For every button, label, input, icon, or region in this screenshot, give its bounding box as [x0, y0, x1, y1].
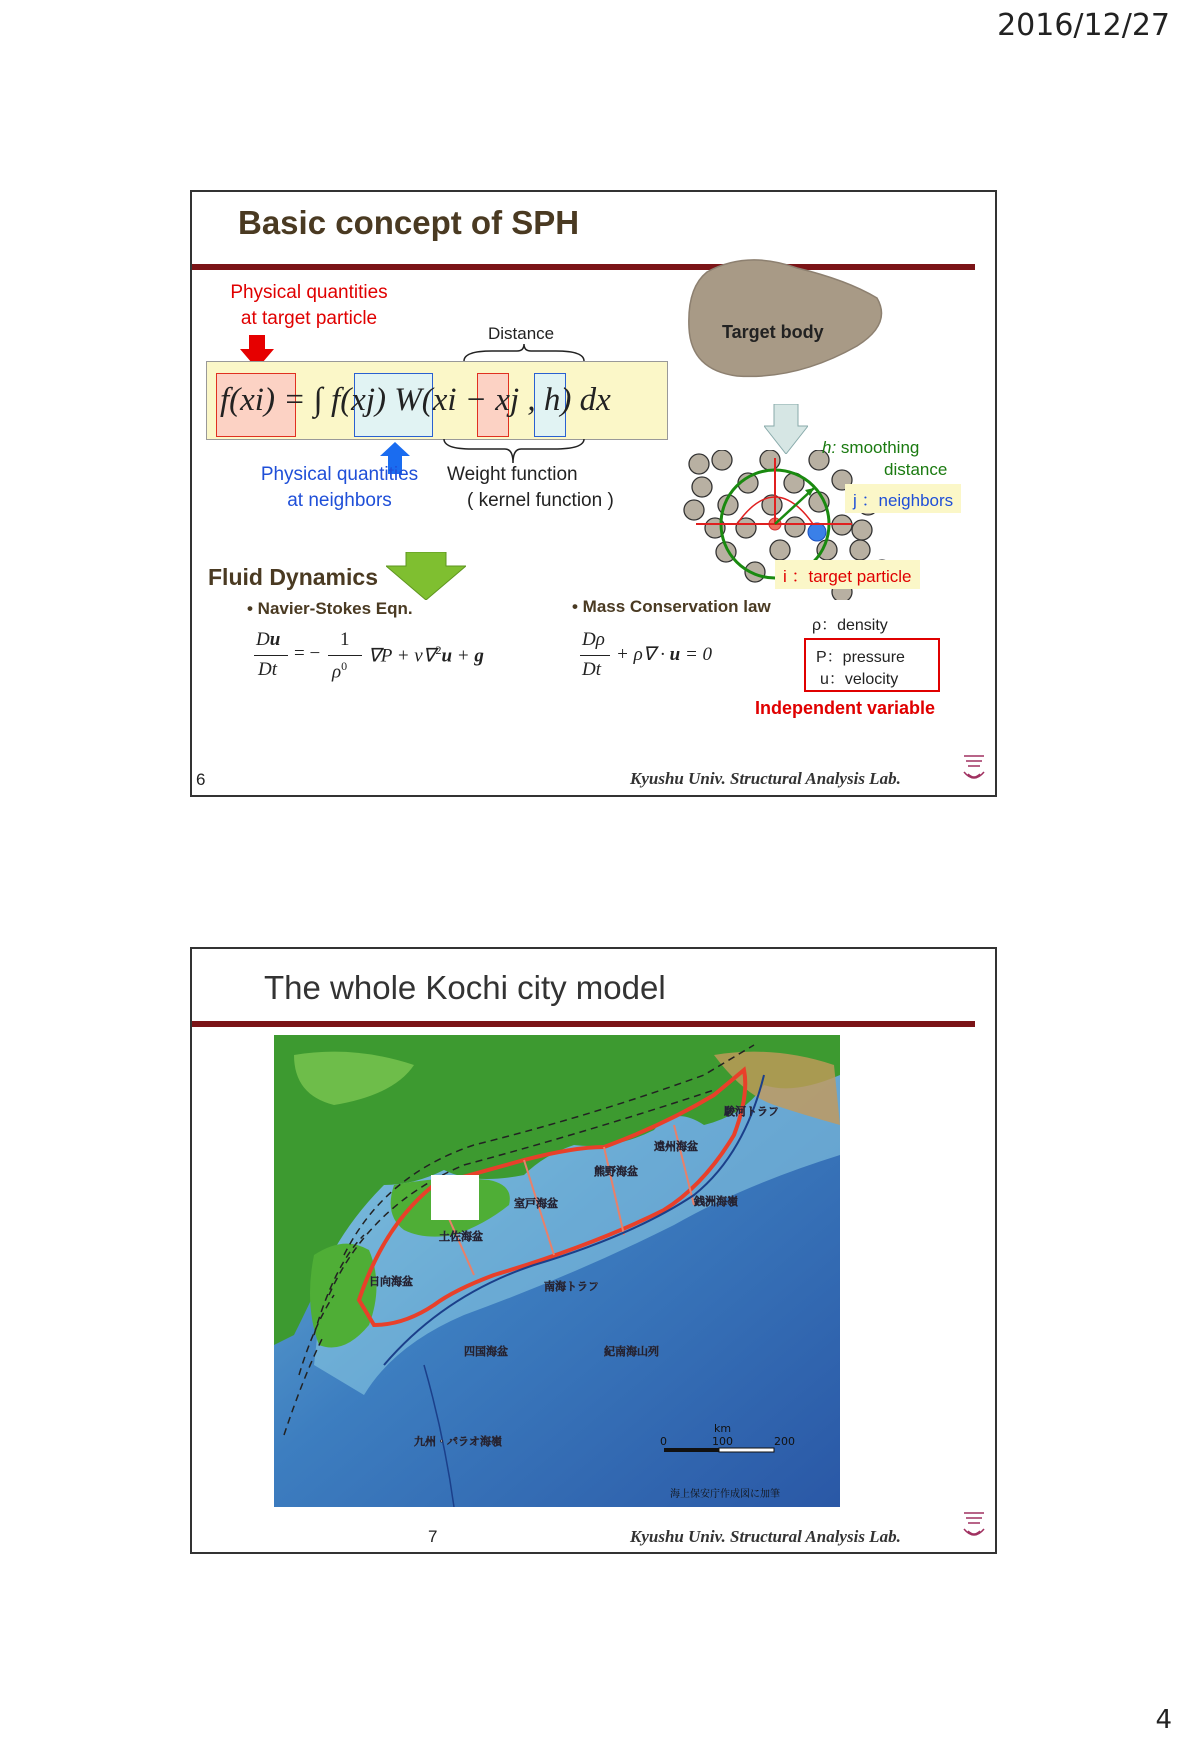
slide-sph-concept: [190, 190, 997, 797]
independent-variable-label: Independent variable: [752, 698, 938, 719]
distance-brace-icon: [462, 343, 587, 363]
map-scale-tick: 100: [712, 1435, 733, 1448]
mass-conservation-equation: Dρ Dt + ρ∇ · u = 0: [582, 629, 713, 680]
smoothing-h: h:: [822, 438, 837, 457]
map-scale-tick: 200: [774, 1435, 795, 1448]
pressure-label: P：pressure: [816, 649, 905, 666]
distance-label: Distance: [488, 324, 555, 343]
weight-function-line2: ( kernel function ): [467, 490, 614, 511]
independent-variables-box: [804, 638, 940, 692]
page-number: 4: [1155, 1705, 1172, 1735]
map-label: 駿河トラフ: [724, 1105, 779, 1118]
map-scale-unit: km: [714, 1422, 732, 1435]
target-quantity-line2: at target particle: [240, 308, 378, 329]
mass-conservation-bullet: • Mass Conservation law: [572, 597, 771, 616]
university-logo-icon: [960, 1509, 988, 1543]
smoothing-line1: smoothing: [840, 438, 920, 457]
weight-function-label: [447, 462, 614, 514]
map-label: 日向海盆: [369, 1275, 413, 1288]
fluid-dynamics-heading: Fluid Dynamics: [208, 564, 378, 590]
target-particle-label: i ：target particle: [775, 560, 920, 589]
university-logo-icon: [960, 752, 988, 786]
slide-number: 7: [428, 1527, 438, 1546]
map-label: 四国海盆: [464, 1345, 508, 1358]
target-quantity-label: [214, 280, 404, 332]
map-label: 南海トラフ: [544, 1280, 599, 1293]
velocity-label: u：velocity: [820, 671, 899, 688]
sph-formula: f(xi) = ∫ f(xj) W(xi − xj , h) dx: [220, 382, 611, 418]
map-label: 熊野海盆: [594, 1165, 638, 1178]
target-quantity-line1: Physical quantities: [230, 282, 388, 303]
target-body-label: Target body: [722, 322, 824, 342]
nankai-trough-map: [274, 1035, 840, 1507]
slide-title: Basic concept of SPH: [238, 204, 580, 241]
neighbors-quantity-line1: Physical quantities: [260, 464, 419, 485]
smoothing-line2: distance: [884, 460, 948, 479]
density-label: ρ：density: [812, 617, 888, 634]
weight-function-line1: Weight function: [447, 464, 578, 485]
page-date: 2016/12/27: [997, 8, 1170, 43]
lab-footer: Kyushu Univ. Structural Analysis Lab.: [630, 769, 901, 788]
slide-title: The whole Kochi city model: [264, 969, 666, 1006]
title-divider: [192, 1021, 975, 1027]
smoothing-distance-label: [822, 437, 947, 481]
down-arrow-icon: [764, 404, 808, 454]
neighbors-quantity-label: [242, 462, 437, 514]
slide-number: 6: [196, 770, 206, 789]
map-label: 九州・パラオ海嶺: [414, 1435, 502, 1448]
map-credit: 海上保安庁作成図に加筆: [670, 1489, 780, 1500]
map-label: 遠州海盆: [654, 1140, 698, 1153]
navier-stokes-bullet: • Navier-Stokes Eqn.: [247, 599, 413, 618]
map-label: 土佐海盆: [439, 1230, 483, 1243]
map-label: 銭洲海嶺: [694, 1195, 738, 1208]
map-label: 紀南海山列: [604, 1345, 659, 1358]
neighbors-label: j ：neighbors: [845, 484, 961, 513]
flow-arrow-icon: [386, 552, 466, 600]
map-scale-tick: 0: [660, 1435, 667, 1448]
map-label: 室戸海盆: [514, 1197, 558, 1210]
lab-footer: Kyushu Univ. Structural Analysis Lab.: [630, 1527, 901, 1546]
neighbors-quantity-line2: at neighbors: [287, 490, 392, 511]
navier-stokes-equation: Du Dt = − 1 $\rho^0$ ∇P + ν∇$^2$u + g: [256, 629, 484, 683]
slide-kochi-model: [190, 947, 997, 1554]
